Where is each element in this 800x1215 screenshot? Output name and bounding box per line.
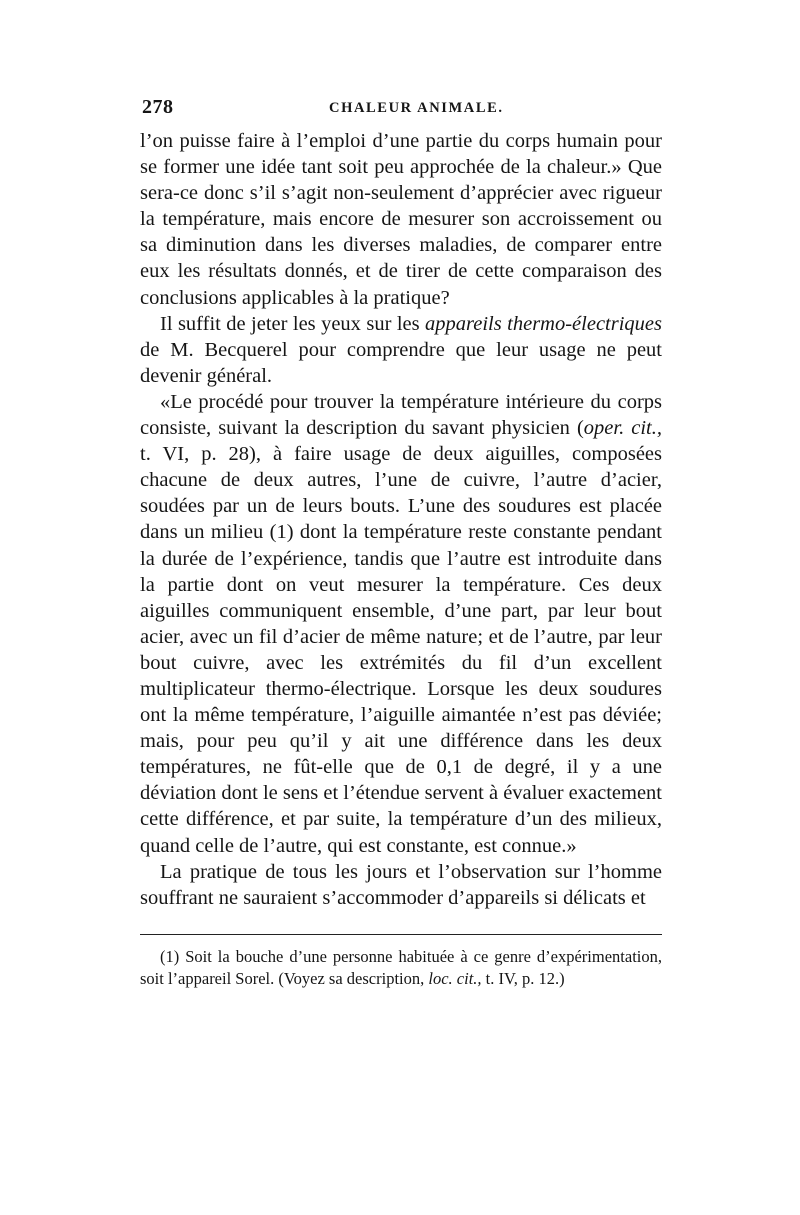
paragraph-continuation — [140, 128, 662, 311]
paragraph-text: de M. Becquerel pour comprendre que leur usage ne peut devenir général. — [140, 338, 662, 387]
paragraph-becquerel-apparatus — [140, 311, 662, 389]
paragraph-quoted-procedure — [140, 389, 662, 859]
page-number: 278 — [142, 96, 174, 118]
italic-citation: oper. cit., — [583, 417, 662, 440]
paragraph-text: «Le procédé pour trouver la température intérieure du corps consiste, suivant la description du savant physicien ( — [140, 390, 662, 440]
italic-citation: loc. cit., — [428, 968, 482, 988]
body-text — [140, 128, 662, 911]
footnote-text — [140, 946, 662, 990]
italic-term: appareils thermo-électriques — [425, 312, 662, 335]
footnote-part: t. IV, p. 12.) — [481, 968, 565, 988]
paragraph-text: Il suffit de jeter les yeux sur les — [160, 312, 426, 335]
footnote-part: (1) Soit la bouche d’une personne habituée à ce genre d’expérimentation, soit l’appareil Sorel. (Voyez sa description, — [140, 946, 662, 988]
running-head — [140, 92, 662, 128]
paragraph-text: La pratique de tous les jours et l’observation sur l’homme souffrant ne sauraient s’accommoder d’appareils si délicats et — [140, 860, 662, 909]
running-title: CHALEUR ANIMALE. — [329, 100, 504, 116]
book-page — [140, 92, 662, 990]
footnote-divider — [140, 934, 662, 935]
paragraph-practice — [140, 859, 662, 911]
footnote — [140, 946, 662, 990]
paragraph-text: l’on puisse faire à l’emploi d’une partie du corps humain pour se former une idée tant soit peu approchée de la chaleur.» Que sera-ce donc s’il s’agit non-seulement d’apprécier avec rigueur la température, mais encore de mesurer son accroissement ou sa diminution dans les diverses maladies, de comparer entre eux les résultats donnés, et de tirer de cette comparaison des conclusions applicables à la pratique? — [140, 130, 662, 309]
paragraph-text: t. VI, p. 28), à faire usage de deux aiguilles, composées chacune de deux autres, l’une de cuivre, l’autre d’acier, soudées par un de leurs bouts. L’une des soudures est placée dans un milieu (1) dont la température reste constante pendant la durée de l’expérience, tandis que l’autre est introduite dans la partie dont on veut mesurer la température. Ces deux aiguilles communiquent ensemble, d’une part, par leur bout acier, avec un fil d’acier de même nature; et de l’autre, par leur bout cuivre, avec les extrémités du fil d’un excellent multiplicateur thermo-électrique. Lorsque les deux soudures ont la même température, l’aiguille aimantée n’est pas déviée; mais, pour peu qu’il y ait une différence dans les deux températures, ne fût-elle que de 0,1 de degré, il y a une déviation dont le sens et l’étendue servent à évaluer exactement cette différence, et par suite, la température d’un des milieux, quand celle de l’autre, qui est constante, est connue.» — [140, 443, 662, 857]
